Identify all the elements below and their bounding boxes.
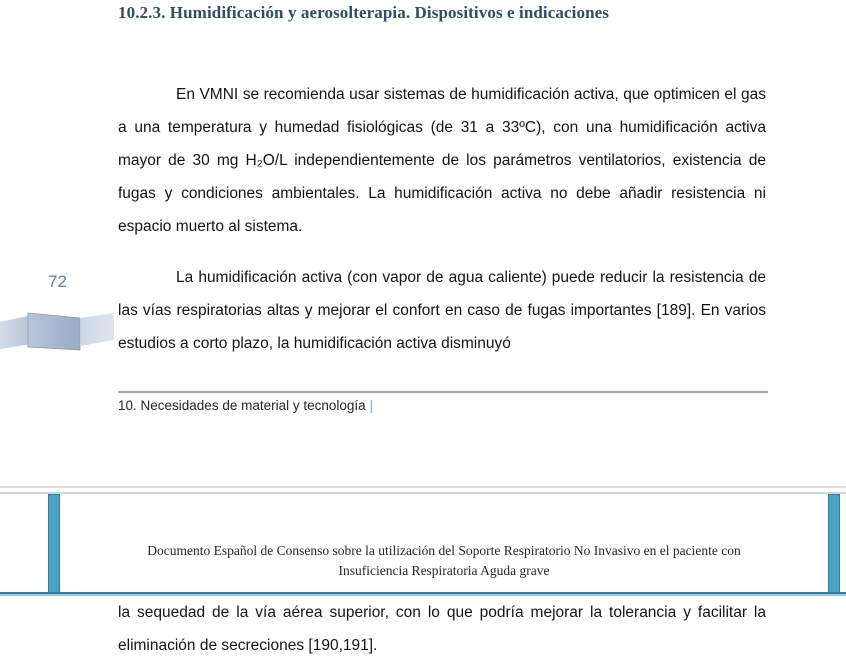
running-footer (118, 398, 768, 413)
page-number: 72 (48, 272, 67, 291)
page-ribbon-icon (0, 306, 114, 352)
body-paragraph: En VMNI se recomienda usar sistemas de humidificación activa, que optimicen el gas a una temperatura y humedad fisiológicas (de 31 a 33ºC), con una humidificación activa mayor de 30 mg H₂O/L independientemente de los parámetros ventilatorios, existencia de fugas y condiciones ambientales. La humidificación activa no debe añadir resistencia ni espacio muerto al sistema. (118, 86, 766, 235)
page-break-line (0, 492, 846, 494)
running-header (73, 541, 815, 581)
section-heading: 10.2.3. Humidificación y aerosolterapia. Dispositivos e indicaciones (118, 3, 609, 22)
header-accent-bar-right (828, 494, 840, 593)
header-accent-bar-left (48, 494, 60, 593)
running-header-title: Documento Español de Consenso sobre la utilización del Soporte Respiratorio No Invasivo en el paciente con Insuficiencia Respiratoria Aguda grave (147, 543, 741, 578)
header-rule (0, 592, 846, 594)
page-break-line (0, 486, 846, 488)
footer-text: 10. Necesidades de material y tecnología (118, 398, 366, 413)
footer-separator: | (369, 398, 374, 413)
body-paragraph: la sequedad de la vía aérea superior, con lo que podría mejorar la tolerancia y facilitar la eliminación de secreciones [190,191]. (118, 604, 766, 654)
body-paragraph: La humidificación activa (con vapor de agua caliente) puede reducir la resistencia de las vías respiratorias altas y mejorar el confort en caso de fugas importantes [189]. En varios estudios a corto plazo, la humidificación activa disminuyó (118, 269, 766, 352)
footer-divider (118, 391, 768, 393)
